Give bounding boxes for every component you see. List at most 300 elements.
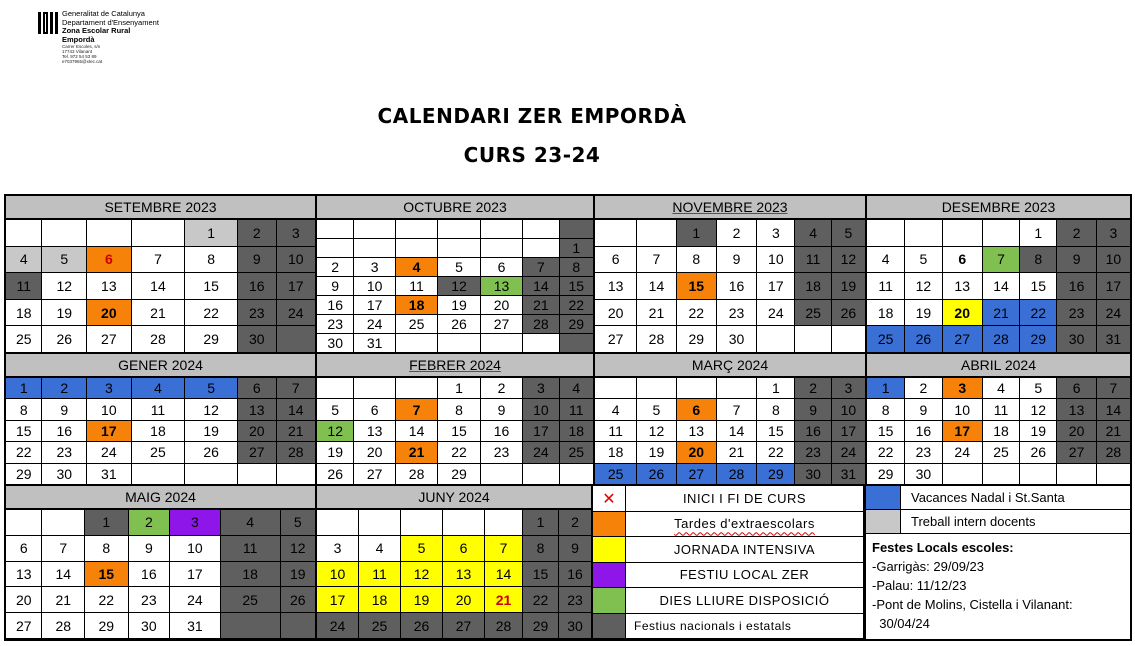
day-cell: 13 [443, 562, 485, 588]
legend-label: Festius nacionals i estatals [626, 614, 863, 640]
day-cell: 28 [277, 442, 316, 463]
day-cell: 8 [523, 536, 559, 562]
day-cell: 24 [943, 442, 983, 463]
day-cell: 21 [983, 300, 1020, 327]
day-cell: 20 [238, 421, 277, 442]
empty-cell [317, 510, 359, 536]
day-cell: 25 [595, 464, 637, 485]
day-cell: 3 [170, 510, 221, 536]
day-cell: 10 [170, 536, 221, 562]
day-cell: 5 [401, 536, 443, 562]
empty-cell [1097, 464, 1130, 485]
empty-cell [317, 220, 354, 239]
month-header: DESEMBRE 2023 [867, 196, 1130, 220]
day-cell: 30 [717, 326, 757, 353]
day-cell: 5 [185, 378, 238, 399]
empty-cell [717, 378, 757, 399]
day-cell: 13 [677, 421, 717, 442]
day-cell: 4 [595, 399, 637, 420]
day-cell: 15 [523, 562, 559, 588]
day-cell: 8 [85, 536, 129, 562]
legend-secondary [866, 486, 1130, 639]
day-cell: 6 [238, 378, 277, 399]
day-cell: 7 [485, 536, 523, 562]
day-cell: 16 [238, 273, 277, 300]
day-cell: 14 [637, 273, 676, 300]
day-cell: 7 [277, 378, 316, 399]
day-cell: 10 [832, 399, 865, 420]
day-cell: 6 [354, 399, 395, 420]
day-cell: 19 [317, 442, 354, 463]
empty-cell [1020, 464, 1057, 485]
month-8 [6, 486, 315, 639]
festes-line: -Palau: 11/12/23 [872, 578, 967, 593]
day-cell: 15 [677, 273, 717, 300]
empty-cell [396, 220, 438, 239]
day-cell: 27 [238, 442, 277, 463]
day-cell: 17 [277, 273, 316, 300]
month-header: OCTUBRE 2023 [317, 196, 593, 220]
logo-small-3: Tel. 972 54 53 89 [62, 54, 97, 59]
empty-cell [6, 510, 42, 536]
day-cell: 24 [354, 315, 395, 334]
day-cell: 28 [717, 464, 757, 485]
day-cell: 29 [6, 464, 42, 485]
day-cell: 5 [317, 399, 354, 420]
legend-row-treball-intern [866, 510, 1130, 534]
day-cell: 25 [359, 613, 401, 639]
day-cell: 2 [1057, 220, 1096, 247]
day-cell: 15 [6, 421, 42, 442]
day-cell: 18 [867, 300, 905, 327]
day-cell: 15 [185, 273, 238, 300]
day-cell: 16 [481, 421, 523, 442]
day-cell: 22 [867, 442, 905, 463]
empty-cell [905, 220, 942, 247]
day-cell: 22 [185, 300, 238, 327]
day-cell: 24 [1097, 300, 1130, 327]
day-cell: 5 [637, 399, 676, 420]
day-cell: 9 [717, 247, 757, 274]
day-cell: 17 [523, 421, 559, 442]
day-cell: 21 [717, 442, 757, 463]
day-cell: 25 [6, 326, 42, 353]
day-cell: 9 [905, 399, 942, 420]
day-cell: 27 [943, 326, 983, 353]
day-cell: 13 [595, 273, 637, 300]
day-cell: 7 [42, 536, 85, 562]
day-cell: 23 [905, 442, 942, 463]
month-header: MARÇ 2024 [595, 354, 865, 378]
legend-label: JORNADA INTENSIVA [626, 537, 863, 563]
day-cell: 9 [1057, 247, 1096, 274]
day-cell: 21 [277, 421, 316, 442]
legend-swatch [593, 537, 626, 563]
month-header: FEBRER 2024 [317, 354, 593, 378]
festes-line: -Pont de Molins, Cistella i Vilanant: [872, 597, 1073, 612]
day-cell: 24 [832, 442, 865, 463]
day-cell: 16 [129, 562, 171, 588]
day-cell: 20 [1057, 421, 1096, 442]
page-subtitle: CURS 23-24 [463, 143, 601, 167]
month-header: SETEMBRE 2023 [6, 196, 315, 220]
day-cell: 7 [523, 258, 559, 277]
empty-cell [317, 378, 354, 399]
day-cell: 19 [281, 562, 315, 588]
empty-cell [523, 220, 559, 239]
empty-cell [481, 464, 523, 485]
empty-cell [485, 510, 523, 536]
day-cell: 1 [560, 239, 593, 258]
day-cell: 14 [485, 562, 523, 588]
empty-cell [523, 239, 559, 258]
month-9 [317, 486, 591, 639]
day-cell: 17 [87, 421, 132, 442]
day-cell: 9 [481, 399, 523, 420]
day-cell: 31 [87, 464, 132, 485]
day-cell: 29 [185, 326, 238, 353]
day-cell: 3 [832, 378, 865, 399]
month-1 [317, 196, 593, 353]
day-cell: 1 [85, 510, 129, 536]
day-cell: 17 [317, 587, 359, 613]
day-cell: 2 [42, 378, 87, 399]
day-cell: 1 [677, 220, 717, 247]
day-cell: 23 [795, 442, 831, 463]
day-cell: 1 [867, 378, 905, 399]
day-cell: 15 [438, 421, 480, 442]
day-cell: 29 [560, 315, 593, 334]
empty-cell [560, 334, 593, 353]
day-cell: 23 [559, 587, 591, 613]
day-cell: 7 [1097, 378, 1130, 399]
empty-cell [795, 326, 831, 353]
day-cell: 29 [677, 326, 717, 353]
day-cell: 24 [87, 442, 132, 463]
day-cell: 12 [905, 273, 942, 300]
empty-cell [277, 464, 316, 485]
day-cell: 22 [85, 587, 129, 613]
logo-small-1: Carrer Escoles, s/n [62, 44, 101, 49]
day-cell: 18 [560, 421, 593, 442]
day-cell: 8 [560, 258, 593, 277]
day-cell: 3 [523, 378, 559, 399]
day-cell: 18 [795, 273, 831, 300]
day-cell: 14 [132, 273, 186, 300]
empty-cell [354, 220, 395, 239]
day-cell: 19 [185, 421, 238, 442]
day-cell: 4 [359, 536, 401, 562]
day-cell: 20 [443, 587, 485, 613]
day-cell: 11 [6, 273, 42, 300]
month-header: ABRIL 2024 [867, 354, 1130, 378]
logo-bold-1: Zona Escolar Rural [62, 26, 131, 35]
festes-line: 30/04/24 [872, 616, 930, 631]
day-cell: 12 [1020, 399, 1057, 420]
day-cell: 20 [6, 587, 42, 613]
empty-cell [401, 510, 443, 536]
day-cell: 14 [277, 399, 316, 420]
legend-swatch [593, 512, 626, 538]
day-cell: 19 [42, 300, 87, 327]
empty-cell [443, 510, 485, 536]
day-cell: 21 [485, 587, 523, 613]
day-cell: 17 [1097, 273, 1130, 300]
empty-cell [42, 510, 85, 536]
day-cell: 26 [185, 442, 238, 463]
empty-cell [438, 239, 480, 258]
day-cell: 13 [6, 562, 42, 588]
day-cell: 11 [795, 247, 831, 274]
day-cell: 5 [1020, 378, 1057, 399]
empty-cell [438, 334, 480, 353]
day-cell: 17 [757, 273, 795, 300]
day-cell: 27 [1057, 442, 1096, 463]
day-cell: 9 [238, 247, 277, 274]
day-cell: 8 [677, 247, 717, 274]
day-cell: 4 [6, 247, 42, 274]
day-cell: 30 [795, 464, 831, 485]
day-cell: 23 [42, 442, 87, 463]
legend-swatch [593, 614, 626, 640]
month-header: NOVEMBRE 2023 [595, 196, 865, 220]
day-cell: 28 [983, 326, 1020, 353]
day-cell: 16 [795, 421, 831, 442]
day-cell: 11 [983, 399, 1020, 420]
day-cell: 18 [359, 587, 401, 613]
day-cell: 6 [481, 258, 523, 277]
day-cell: 26 [281, 587, 315, 613]
day-cell: 16 [717, 273, 757, 300]
empty-cell [560, 220, 593, 239]
day-cell: 8 [185, 247, 238, 274]
day-cell: 26 [1020, 442, 1057, 463]
day-cell: 29 [757, 464, 795, 485]
day-cell: 14 [1097, 399, 1130, 420]
day-cell: 12 [401, 562, 443, 588]
day-cell: 10 [354, 277, 395, 296]
day-cell: 28 [485, 613, 523, 639]
day-cell: 27 [354, 464, 395, 485]
festes-locals [866, 534, 1130, 637]
empty-cell [42, 220, 87, 247]
day-cell: 14 [42, 562, 85, 588]
day-cell: 29 [867, 464, 905, 485]
day-cell: 30 [559, 613, 591, 639]
empty-cell [481, 220, 523, 239]
day-cell: 18 [595, 442, 637, 463]
empty-cell [354, 239, 395, 258]
day-cell: 2 [905, 378, 942, 399]
day-cell: 22 [523, 587, 559, 613]
day-cell: 19 [832, 273, 865, 300]
month-6 [595, 354, 865, 485]
logo-line-2: Departament d'Ensenyament [62, 17, 159, 27]
day-cell: 22 [677, 300, 717, 327]
day-cell: 17 [832, 421, 865, 442]
day-cell: 10 [317, 562, 359, 588]
day-cell: 19 [438, 296, 480, 315]
empty-cell [6, 220, 42, 247]
day-cell: 18 [983, 421, 1020, 442]
day-cell: 20 [943, 300, 983, 327]
day-cell: 27 [87, 326, 132, 353]
logo-line-1: Generalitat de Catalunya [62, 9, 145, 18]
day-cell: 22 [6, 442, 42, 463]
day-cell: 4 [560, 378, 593, 399]
month-3 [867, 196, 1130, 353]
legend-label: INICI I FI DE CURS [626, 486, 863, 512]
day-cell: 23 [317, 315, 354, 334]
month-header: GENER 2024 [6, 354, 315, 378]
day-cell: 10 [277, 247, 316, 274]
day-cell: 29 [85, 613, 129, 639]
day-cell: 31 [832, 464, 865, 485]
day-cell: 21 [132, 300, 186, 327]
day-cell: 5 [832, 220, 865, 247]
day-cell: 28 [132, 326, 186, 353]
legend-label-vacances: Vacances Nadal i St.Santa [911, 490, 1065, 505]
day-cell: 9 [129, 536, 171, 562]
empty-cell [481, 239, 523, 258]
day-cell: 12 [42, 273, 87, 300]
day-cell: 27 [677, 464, 717, 485]
day-cell: 20 [595, 300, 637, 327]
day-cell: 12 [832, 247, 865, 274]
logo-small-2: 17743 Vilanant [62, 49, 92, 54]
legend-label: DIES LLIURE DISPOSICIÓ [626, 588, 863, 614]
day-cell: 1 [523, 510, 559, 536]
day-cell: 21 [396, 442, 438, 463]
legend-swatch [593, 563, 626, 589]
day-cell: 20 [481, 296, 523, 315]
empty-cell [238, 464, 277, 485]
day-cell: 3 [87, 378, 132, 399]
day-cell: 22 [1020, 300, 1057, 327]
day-cell: 5 [905, 247, 942, 274]
day-cell: 1 [757, 378, 795, 399]
day-cell: 8 [757, 399, 795, 420]
page-title: CALENDARI ZER EMPORDÀ [377, 104, 687, 128]
empty-cell [595, 378, 637, 399]
day-cell: 25 [867, 326, 905, 353]
day-cell: 26 [401, 613, 443, 639]
legend-swatch [593, 588, 626, 614]
logo-small-4: e7037965@xtec.cat [62, 59, 103, 64]
empty-cell [132, 464, 186, 485]
empty-cell [943, 220, 983, 247]
day-cell: 16 [317, 296, 354, 315]
day-cell: 11 [132, 399, 186, 420]
day-cell: 15 [867, 421, 905, 442]
empty-cell [832, 326, 865, 353]
empty-cell [354, 378, 395, 399]
day-cell: 13 [481, 277, 523, 296]
day-cell: 24 [757, 300, 795, 327]
day-cell: 1 [6, 378, 42, 399]
cross-icon: ✕ [593, 486, 626, 512]
day-cell: 11 [359, 562, 401, 588]
month-7 [867, 354, 1130, 485]
day-cell: 14 [523, 277, 559, 296]
day-cell: 29 [438, 464, 480, 485]
day-cell: 8 [6, 399, 42, 420]
day-cell: 16 [42, 421, 87, 442]
day-cell: 30 [238, 326, 277, 353]
day-cell: 1 [1020, 220, 1057, 247]
day-cell: 17 [943, 421, 983, 442]
day-cell: 30 [129, 613, 171, 639]
day-cell: 3 [943, 378, 983, 399]
day-cell: 23 [481, 442, 523, 463]
day-cell: 4 [795, 220, 831, 247]
empty-cell [221, 613, 281, 639]
day-cell: 7 [396, 399, 438, 420]
legend-main [593, 486, 863, 639]
empty-cell [317, 239, 354, 258]
day-cell: 4 [867, 247, 905, 274]
empty-cell [867, 220, 905, 247]
day-cell: 23 [717, 300, 757, 327]
day-cell: 18 [221, 562, 281, 588]
day-cell: 10 [943, 399, 983, 420]
day-cell: 1 [185, 220, 238, 247]
day-cell: 31 [1097, 326, 1130, 353]
day-cell: 23 [129, 587, 171, 613]
day-cell: 21 [42, 587, 85, 613]
day-cell: 2 [481, 378, 523, 399]
day-cell: 6 [1057, 378, 1096, 399]
festes-line: -Garrigàs: 29/09/23 [872, 559, 985, 574]
day-cell: 25 [396, 315, 438, 334]
day-cell: 13 [87, 273, 132, 300]
legend-label: FESTIU LOCAL ZER [626, 563, 863, 589]
empty-cell [396, 239, 438, 258]
day-cell: 9 [317, 277, 354, 296]
day-cell: 2 [129, 510, 171, 536]
day-cell: 20 [87, 300, 132, 327]
day-cell: 11 [560, 399, 593, 420]
empty-cell [757, 326, 795, 353]
day-cell: 7 [983, 247, 1020, 274]
day-cell: 12 [185, 399, 238, 420]
day-cell: 17 [354, 296, 395, 315]
empty-cell [396, 334, 438, 353]
day-cell: 13 [943, 273, 983, 300]
day-cell: 4 [396, 258, 438, 277]
day-cell: 6 [943, 247, 983, 274]
day-cell: 12 [438, 277, 480, 296]
empty-cell [637, 220, 676, 247]
day-cell: 29 [523, 613, 559, 639]
day-cell: 12 [317, 421, 354, 442]
day-cell: 27 [6, 613, 42, 639]
day-cell: 7 [717, 399, 757, 420]
day-cell: 25 [132, 442, 186, 463]
empty-cell [277, 326, 316, 353]
day-cell: 30 [905, 464, 942, 485]
empty-cell [523, 334, 559, 353]
legend-label-treball-intern: Treball intern docents [911, 514, 1036, 529]
day-cell: 21 [637, 300, 676, 327]
legend-label: Tardes d'extraescolars [626, 512, 863, 538]
day-cell: 28 [1097, 442, 1130, 463]
day-cell: 31 [170, 613, 221, 639]
legend-swatch-treball-intern [866, 510, 901, 533]
empty-cell [281, 613, 315, 639]
legend-row-vacances [866, 486, 1130, 510]
day-cell: 14 [983, 273, 1020, 300]
